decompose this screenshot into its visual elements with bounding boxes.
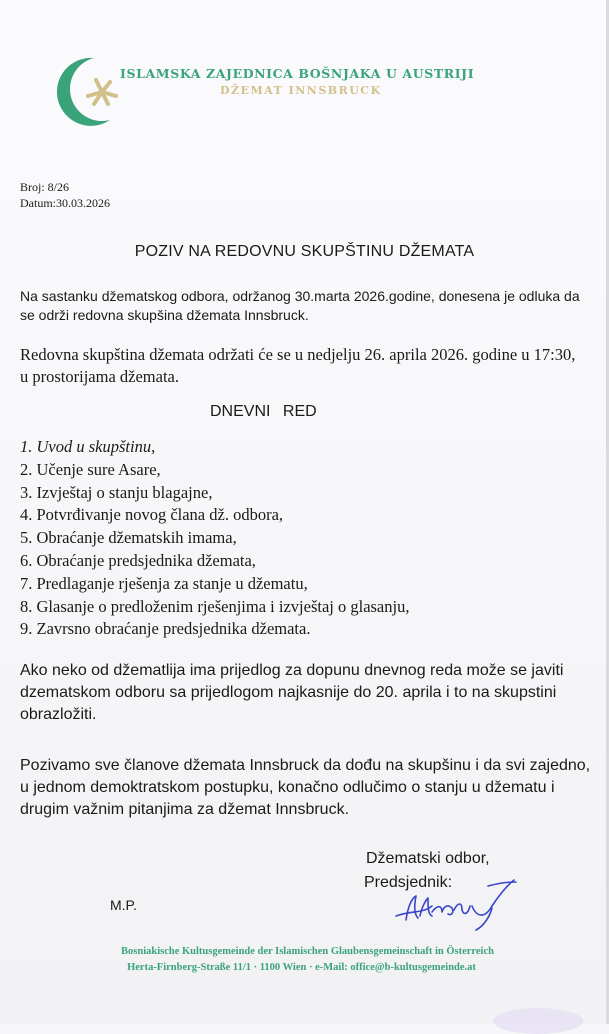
document-date: Datum:30.03.2026 — [20, 196, 110, 210]
crescent-star-logo-icon — [48, 52, 138, 132]
agenda-item: 9. Zavrsno obraćanje predsjednika džemata. — [20, 619, 311, 639]
background-smudge — [493, 1008, 583, 1034]
organization-title: ISLAMSKA ZAJEDNICA BOŠNJAKA U AUSTRIJI — [120, 66, 475, 81]
document-number: Broj: 8/26 — [20, 180, 70, 194]
footer-line-1: Bosniakische Kultusgemeinde der Islamischen Glaubensgemeinschaft in Österreich — [121, 946, 494, 957]
organization-subtitle: DŽEMAT INNSBRUCK — [220, 84, 382, 97]
meeting-time-paragraph: Redovna skupština džemata održati će se u nedjelju 26. aprila 2026. godine u 17:30, u prostorijama džemata. — [20, 345, 576, 386]
intro-paragraph: Na sastanku džematskog odbora, održanog 30.marta 2026.godine, donesena je odluka da se održi redovna skupšina džemata Innsbruck. — [20, 288, 580, 323]
agenda-item: 4. Potvrđivanje novog člana dž. odbora, — [20, 505, 284, 525]
agenda-item: 7. Predlaganje rješenja za stanje u džematu, — [20, 573, 308, 593]
agenda-item: 2. Učenje sure Asare, — [20, 459, 161, 479]
signature-title: Predsjednik: — [364, 874, 453, 891]
agenda-list — [20, 436, 409, 641]
agenda-item: 3. Izvještaj o stanju blagajne, — [20, 482, 213, 502]
agenda-item: 6. Obraćanje predsjednika džemata, — [20, 550, 256, 570]
agenda-title: DNEVNI RED — [210, 403, 317, 420]
stamp-placeholder: M.P. — [110, 897, 137, 913]
footer-line-2: Herta-Firnberg-Straße 11/1 · 1100 Wien · e-Mail: office@b-kultusgemeinde.at — [127, 962, 476, 973]
agenda-item: 1. Uvod u skupštinu, — [20, 437, 156, 456]
agenda-item: 8. Glasanje o predloženim rješenjima i izvještaj o glasanju, — [20, 596, 410, 616]
signature-organization: Džematski odbor, — [366, 850, 490, 867]
handwritten-signature-icon — [392, 876, 522, 932]
invitation-paragraph: Pozivamo sve članove džemata Innsbruck da dođu na skupšinu i da svi zajedno, u jednom demoktratskom postupku, konačno odlučimo o stanju u džematu i drugim važnim pitanjima za džemat Innsbruck. — [20, 757, 591, 818]
proposal-paragraph: Ako neko od džematlija ima prijedlog za dopunu dnevnog reda može se javiti dzematskom odboru sa prijedlogom najkasnije do 20. aprila i to na skupstini obrazložiti. — [20, 662, 564, 723]
agenda-item: 5. Obraćanje džematskih imama, — [20, 528, 237, 548]
document-heading: POZIV NA REDOVNU SKUPŠTINU DŽEMATA — [134, 243, 475, 260]
